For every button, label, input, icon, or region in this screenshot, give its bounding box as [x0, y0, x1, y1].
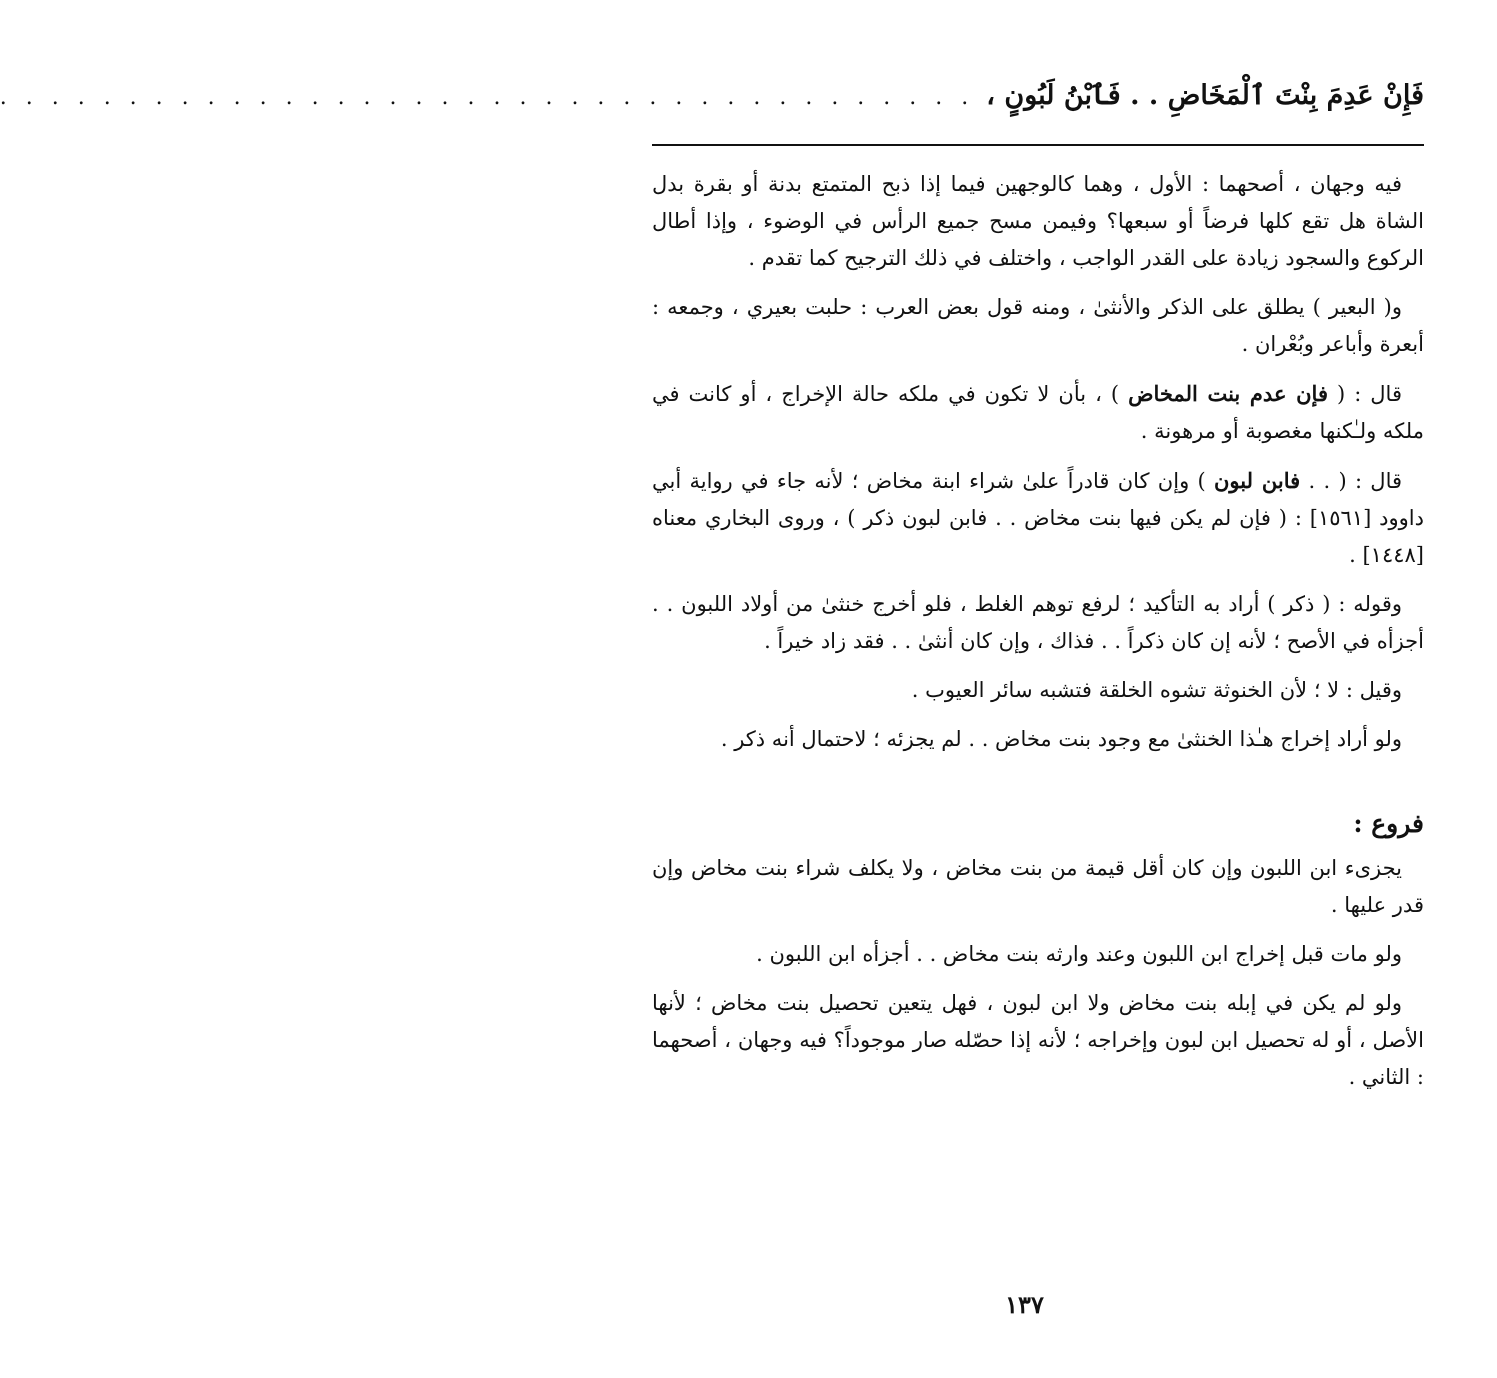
paragraph-6: وقيل : لا ؛ لأن الخنوثة تشوه الخلقة فتشبه سائر العيوب . — [911, 678, 1402, 702]
section-paragraph-1: يجزىء ابن اللبون وإن كان أقل قيمة من بنت مخاض ، ولا يكلف شراء بنت مخاض وإن قدر عليها . — [652, 856, 1424, 917]
paragraph-3-quoted-text: فإن عدم بنت المخاض — [1128, 381, 1328, 406]
paragraph-3-prefix: قال : ( — [1327, 382, 1402, 406]
paragraph-2: و( البعير ) يطلق على الذكر والأنثىٰ ، ومنه قول بعض العرب : حلبت بعيري ، وجمعه : أبعرة وأباعر وبُعْران . — [652, 295, 1424, 356]
section-spacer — [652, 770, 1424, 804]
page-number: ١٣٧ — [1005, 1290, 1044, 1319]
section-heading: فروع : — [1353, 809, 1424, 838]
running-header — [0, 72, 1424, 120]
page-body — [0, 72, 1424, 1108]
header-rule — [652, 144, 1424, 146]
paragraph-3 — [652, 375, 1424, 450]
paragraph-4-prefix: قال : ( . . — [1300, 469, 1403, 493]
header-dot-leader: . . . . . . . . . . . . . . . . . . . . . . . . . . . . . . . . . . . . . . — [0, 85, 975, 110]
paragraph-4 — [652, 462, 1424, 574]
paragraph-5: وقوله : ( ذكر ) أراد به التأكيد ؛ لرفع توهم الغلط ، فلو أخرج خنثىٰ من أولاد اللبون . . أجزأه في الأصح ؛ لأنه إن كان ذكراً . . فذاك ، وإن كان أنثىٰ . . فقد زاد خيراً . — [652, 592, 1424, 653]
section-paragraph-3: ولو لم يكن في إبله بنت مخاض ولا ابن لبون ، فهل يتعين تحصيل بنت مخاض ؛ لأنها الأصل ، أو له تحصيل ابن لبون وإخراجه ؛ لأنه إذا حصّله صار موجوداً؟ فيه وجهان ، أصحهما : الثاني . — [652, 991, 1424, 1089]
paragraph-4-suffix: ) وإن كان قادراً علىٰ شراء ابنة مخاض ؛ لأنه جاء في رواية أبي داوود [١٥٦١] : ( فإن لم يكن فيها بنت مخاض . . فابن لبون ذكر ) ، وروى البخاري معناه [١٤٤٨] . — [652, 469, 1424, 567]
paragraph-7: ولو أراد إخراج هـٰذا الخنثىٰ مع وجود بنت مخاض . . لم يجزئه ؛ لاحتمال أنه ذكر . — [720, 727, 1402, 751]
paragraph-3-suffix: ) ، بأن لا تكون في ملكه حالة الإخراج ، أو كانت في ملكه ولـٰكنها مغصوبة أو مرهونة . — [652, 382, 1424, 443]
paragraph-1: فيه وجهان ، أصحهما : الأول ، وهما كالوجهين فيما إذا ذبح المتمتع بدنة أو بقرة بدل الشاة هل تقع كلها فرضاً أو سبعها؟ وفيمن مسح جميع الرأس في الوضوء ، وإذا أطال الركوع والسجود زيادة على القدر الواجب ، واختلف في ذلك الترجيح كما تقدم . — [652, 172, 1424, 270]
header-title: فَإِنْ عَدِمَ بِنْتَ ٱلْمَخَاضِ . . فَٱبْنُ لَبُونٍ ، — [986, 80, 1424, 111]
section-paragraph-2: ولو مات قبل إخراج ابن اللبون وعند وارثه بنت مخاض . . أجزأه ابن اللبون . — [756, 942, 1402, 966]
paragraph-4-quoted-text: فابن لبون — [1214, 468, 1301, 493]
